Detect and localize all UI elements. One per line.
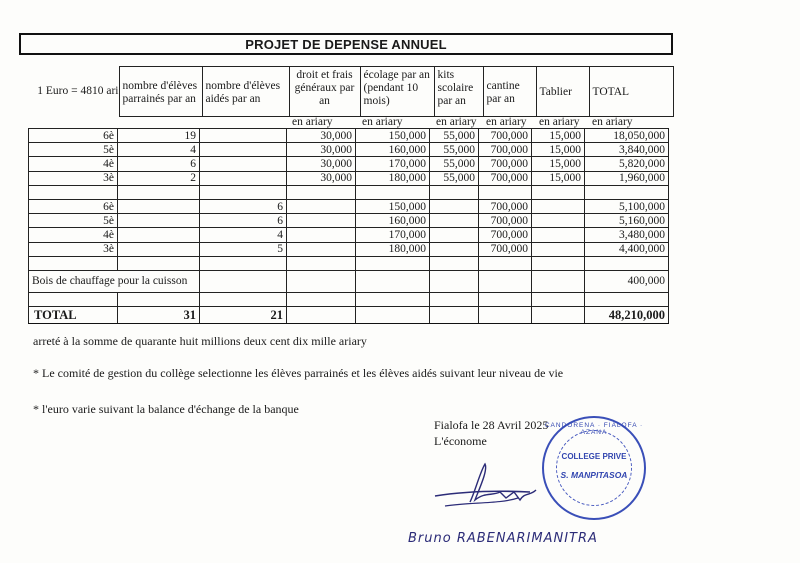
blank-row xyxy=(29,185,669,199)
aided-count: 4 xyxy=(200,228,287,242)
apron: 15,000 xyxy=(532,129,585,143)
kits: 55,000 xyxy=(430,143,479,157)
blank-row xyxy=(29,292,669,306)
canteen: 700,000 xyxy=(479,129,532,143)
fees xyxy=(287,242,356,256)
col-fees-header: droit et frais généraux par an xyxy=(289,67,360,117)
aided-count xyxy=(200,171,287,185)
kits xyxy=(430,199,479,213)
canteen: 700,000 xyxy=(479,171,532,185)
level: 5è xyxy=(29,143,118,157)
unit-tuition: en ariary xyxy=(362,116,403,128)
level: 4è xyxy=(29,157,118,171)
grand-total-row xyxy=(29,307,669,324)
row-total: 4,400,000 xyxy=(585,242,669,256)
fees xyxy=(287,199,356,213)
sponsored-count: 4 xyxy=(118,143,200,157)
units-row xyxy=(0,116,800,128)
unit-fees: en ariary xyxy=(292,116,333,128)
unit-canteen: en ariary xyxy=(486,116,527,128)
canteen: 700,000 xyxy=(479,157,532,171)
row-total: 3,840,000 xyxy=(585,143,669,157)
fees: 30,000 xyxy=(287,157,356,171)
table-header xyxy=(28,66,674,117)
grand-total: 48,210,000 xyxy=(585,307,669,324)
firewood-row xyxy=(29,270,669,292)
level: 3è xyxy=(29,171,118,185)
table-row xyxy=(29,214,669,228)
amount-in-words: arreté à la somme de quarante huit millions deux cent dix mille ariary xyxy=(33,334,367,348)
col-total-header: TOTAL xyxy=(589,67,673,117)
fees xyxy=(287,214,356,228)
table-row xyxy=(29,242,669,256)
col-sponsored-header: nombre d'élèves parrainés par an xyxy=(119,67,202,117)
tuition: 170,000 xyxy=(356,157,430,171)
sponsored-count: 19 xyxy=(118,129,200,143)
firewood-label: Bois de chauffage pour la cuisson xyxy=(29,270,200,292)
level: 6è xyxy=(29,129,118,143)
fees: 30,000 xyxy=(287,143,356,157)
school-stamp xyxy=(542,416,646,520)
canteen: 700,000 xyxy=(479,214,532,228)
apron xyxy=(532,199,585,213)
sponsored-count xyxy=(118,199,200,213)
unit-kits: en ariary xyxy=(436,116,477,128)
canteen: 700,000 xyxy=(479,143,532,157)
fees: 30,000 xyxy=(287,171,356,185)
signer-name: Bruno RABENARIMANITRA xyxy=(408,531,598,546)
canteen: 700,000 xyxy=(479,242,532,256)
blank-row xyxy=(29,256,669,270)
exchange-rate: 1 Euro = 4810 ari xyxy=(37,85,119,97)
total-aided: 21 xyxy=(200,307,287,324)
total-sponsored: 31 xyxy=(118,307,200,324)
col-aided-header: nombre d'élèves aidés par an xyxy=(202,67,289,117)
table-row xyxy=(29,129,669,143)
table-row xyxy=(29,199,669,213)
canteen: 700,000 xyxy=(479,199,532,213)
apron xyxy=(532,242,585,256)
stamp-ring-text: CANDORENA · FIALOFA · AZANA xyxy=(544,422,644,436)
table-row xyxy=(29,143,669,157)
level: 3è xyxy=(29,242,118,256)
row-total: 5,100,000 xyxy=(585,199,669,213)
level: 5è xyxy=(29,214,118,228)
note-exchange: * l'euro varie suivant la balance d'échange de la banque xyxy=(33,402,299,416)
signature-icon xyxy=(430,462,550,512)
aided-count: 6 xyxy=(200,199,287,213)
aided-count: 5 xyxy=(200,242,287,256)
sponsored-count: 2 xyxy=(118,171,200,185)
row-total: 3,480,000 xyxy=(585,228,669,242)
col-kits-header: kits scolaire par an xyxy=(434,67,483,117)
place-date: Fialofa le 28 Avril 2025 xyxy=(434,418,549,432)
sponsored-count xyxy=(118,228,200,242)
tuition: 180,000 xyxy=(356,171,430,185)
stamp-line2: S. MANPITASOA xyxy=(560,470,628,480)
signer-role: L'économe xyxy=(434,434,487,448)
kits xyxy=(430,214,479,228)
kits xyxy=(430,242,479,256)
tuition: 150,000 xyxy=(356,129,430,143)
apron xyxy=(532,214,585,228)
canteen: 700,000 xyxy=(479,228,532,242)
aided-count xyxy=(200,129,287,143)
table-row xyxy=(29,171,669,185)
table-row xyxy=(29,228,669,242)
col-apron-header: Tablier xyxy=(536,67,589,117)
fees: 30,000 xyxy=(287,129,356,143)
note-selection: * Le comité de gestion du collège selectionne les élèves parrainés et les élèves aidés suivant leur niveau de vie xyxy=(33,366,564,380)
document-title: PROJET DE DEPENSE ANNUEL xyxy=(19,33,673,55)
unit-total: en ariary xyxy=(592,116,633,128)
stamp-line1: COLLEGE PRIVE xyxy=(561,452,627,461)
row-total: 18,050,000 xyxy=(585,129,669,143)
apron: 15,000 xyxy=(532,171,585,185)
row-total: 1,960,000 xyxy=(585,171,669,185)
kits: 55,000 xyxy=(430,157,479,171)
sponsored-count xyxy=(118,242,200,256)
firewood-total: 400,000 xyxy=(585,270,669,292)
kits xyxy=(430,228,479,242)
apron: 15,000 xyxy=(532,157,585,171)
col-tuition-header: écolage par an (pendant 10 mois) xyxy=(360,67,434,117)
aided-count: 6 xyxy=(200,214,287,228)
apron: 15,000 xyxy=(532,143,585,157)
tuition: 160,000 xyxy=(356,143,430,157)
kits: 55,000 xyxy=(430,171,479,185)
level: 6è xyxy=(29,199,118,213)
kits: 55,000 xyxy=(430,129,479,143)
row-total: 5,820,000 xyxy=(585,157,669,171)
fees xyxy=(287,228,356,242)
tuition: 180,000 xyxy=(356,242,430,256)
sponsored-count: 6 xyxy=(118,157,200,171)
tuition: 170,000 xyxy=(356,228,430,242)
sponsored-count xyxy=(118,214,200,228)
table-row xyxy=(29,157,669,171)
unit-apron: en ariary xyxy=(539,116,580,128)
aided-count xyxy=(200,157,287,171)
tuition: 150,000 xyxy=(356,199,430,213)
total-label: TOTAL xyxy=(29,307,118,324)
row-total: 5,160,000 xyxy=(585,214,669,228)
level: 4è xyxy=(29,228,118,242)
aided-count xyxy=(200,143,287,157)
apron xyxy=(532,228,585,242)
col-canteen-header: cantine par an xyxy=(483,67,536,117)
expense-table xyxy=(28,128,669,324)
tuition: 160,000 xyxy=(356,214,430,228)
